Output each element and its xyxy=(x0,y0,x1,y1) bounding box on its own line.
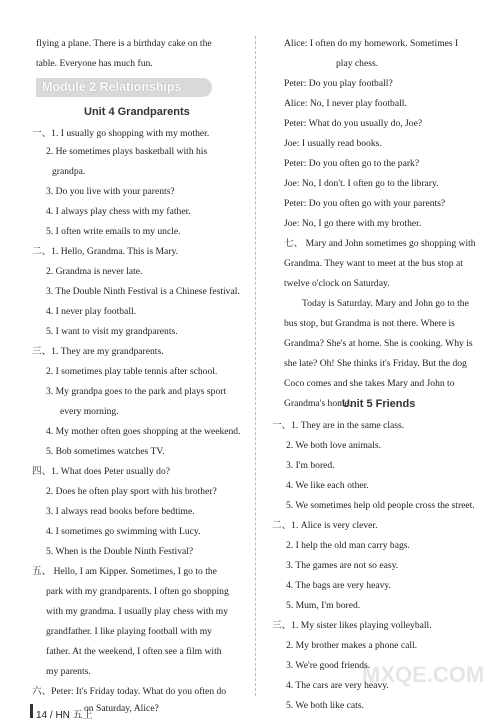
text-line: 3. The Double Ninth Festival is a Chinese festival. xyxy=(46,286,240,297)
module-banner xyxy=(36,78,212,97)
text-line: play chess. xyxy=(336,58,379,69)
text-line: 六、Peter: It's Friday today. What do you often do xyxy=(32,686,227,697)
text-line: bus stop, but Grandma is not there. Where is xyxy=(284,318,455,329)
text-line: 5. We sometimes help old people cross the street. xyxy=(286,500,475,511)
text-line: she late? Oh! She thinks it's Friday. But the dog xyxy=(284,358,467,369)
text-line: 3. I always read books before bedtime. xyxy=(46,506,195,517)
text-line: 5. Bob sometimes watches TV. xyxy=(46,446,165,457)
text-line: Peter: Do you play football? xyxy=(284,78,393,89)
text-line: 2. My brother makes a phone call. xyxy=(286,640,418,651)
text-line: 4. I sometimes go swimming with Lucy. xyxy=(46,526,201,537)
text-line: 2. We both love animals. xyxy=(286,440,381,451)
text-line: 二、1. Hello, Grandma. This is Mary. xyxy=(32,246,179,257)
module-title: Module 2 Relationships xyxy=(42,80,182,94)
text-line: 4. We like each other. xyxy=(286,480,369,491)
text-line: 2. Grandma is never late. xyxy=(46,266,143,277)
text-line: 5. I want to visit my grandparents. xyxy=(46,326,178,337)
text-line: 二、1. Alice is very clever. xyxy=(272,520,378,531)
text-line: 一、1. They are in the same class. xyxy=(272,420,405,431)
text-line: 3. The games are not so easy. xyxy=(286,560,399,571)
text-line: 五、 Hello, I am Kipper. Sometimes, I go to the xyxy=(32,566,217,577)
footer-bar xyxy=(30,704,33,718)
text-line: 三、1. My sister likes playing volleyball. xyxy=(272,620,432,631)
text-line: 3. I'm bored. xyxy=(286,460,335,471)
text-line: 2. I help the old man carry bags. xyxy=(286,540,410,551)
text-line: park with my grandparents. I often go shopping xyxy=(46,586,229,597)
text-line: 2. I sometimes play table tennis after school. xyxy=(46,366,218,377)
text-line: 四、1. What does Peter usually do? xyxy=(32,466,171,477)
text-line: 4. My mother often goes shopping at the weekend. xyxy=(46,426,241,437)
text-line: Joe: I usually read books. xyxy=(284,138,382,149)
text-line: twelve o'clock on Saturday. xyxy=(284,278,390,289)
text-line: Alice: No, I never play football. xyxy=(284,98,407,109)
text-line: Grandma? She's at home. She is cooking. Why is xyxy=(284,338,473,349)
text-line: grandfather. I like playing football with my xyxy=(46,626,212,637)
text-line: father. At the weekend, I often see a film with xyxy=(46,646,222,657)
text-line: Joe: No, I don't. I often go to the library. xyxy=(284,178,439,189)
page-footer xyxy=(36,706,93,721)
unit-title: Unit 5 Friends xyxy=(342,398,416,410)
text-line: 4. The cars are very heavy. xyxy=(286,680,389,691)
text-line: 4. I never play football. xyxy=(46,306,137,317)
text-line: Peter: Do you often go with your parents? xyxy=(284,198,446,209)
text-line: 3. We're good friends. xyxy=(286,660,371,671)
text-line: on Saturday, Alice? xyxy=(84,703,159,714)
text-line: 5. Mum, I'm bored. xyxy=(286,600,361,611)
text-line: 3. Do you live with your parents? xyxy=(46,186,175,197)
text-line: table. Everyone has much fun. xyxy=(36,58,153,69)
text-line: 5. I often write emails to my uncle. xyxy=(46,226,181,237)
text-line: with my grandma. I usually play chess with my xyxy=(46,606,228,617)
text-line: Peter: Do you often go to the park? xyxy=(284,158,420,169)
text-line: my parents. xyxy=(46,666,91,677)
text-line: Peter: What do you usually do, Joe? xyxy=(284,118,423,129)
text-line: 4. The bags are very heavy. xyxy=(286,580,391,591)
text-line: Grandma's home. xyxy=(284,398,352,409)
page-number: 14 / HN 五上 xyxy=(36,710,93,721)
text-line: every morning. xyxy=(60,406,119,417)
unit-title: Unit 4 Grandparents xyxy=(84,106,190,118)
text-line: grandpa. xyxy=(52,166,86,177)
text-line: 5. We both like cats. xyxy=(286,700,364,711)
text-line: 三、1. They are my grandparents. xyxy=(32,346,164,357)
watermark-logo: MXQE.COM xyxy=(362,662,485,687)
text-line: Alice: I often do my homework. Sometimes I xyxy=(284,38,459,49)
text-line: 2. Does he often play sport with his brother? xyxy=(46,486,217,497)
text-line: Coco comes and she takes Mary and John to xyxy=(284,378,455,389)
text-line: Today is Saturday. Mary and John go to the xyxy=(302,298,469,309)
text-line: 5. When is the Double Ninth Festival? xyxy=(46,546,194,557)
text-line: 2. He sometimes plays basketball with his xyxy=(46,146,208,157)
text-line: 一、1. I usually go shopping with my mother. xyxy=(32,128,210,139)
column-divider xyxy=(255,36,256,696)
text-line: Grandma. They want to meet at the bus stop at xyxy=(284,258,463,269)
text-line: 4. I always play chess with my father. xyxy=(46,206,191,217)
text-line: flying a plane. There is a birthday cake on the xyxy=(36,38,212,49)
text-line: 3. My grandpa goes to the park and plays sport xyxy=(46,386,227,397)
text-line: Joe: No, I go there with my brother. xyxy=(284,218,422,229)
text-line: 七、 Mary and John sometimes go shopping with xyxy=(284,238,476,249)
